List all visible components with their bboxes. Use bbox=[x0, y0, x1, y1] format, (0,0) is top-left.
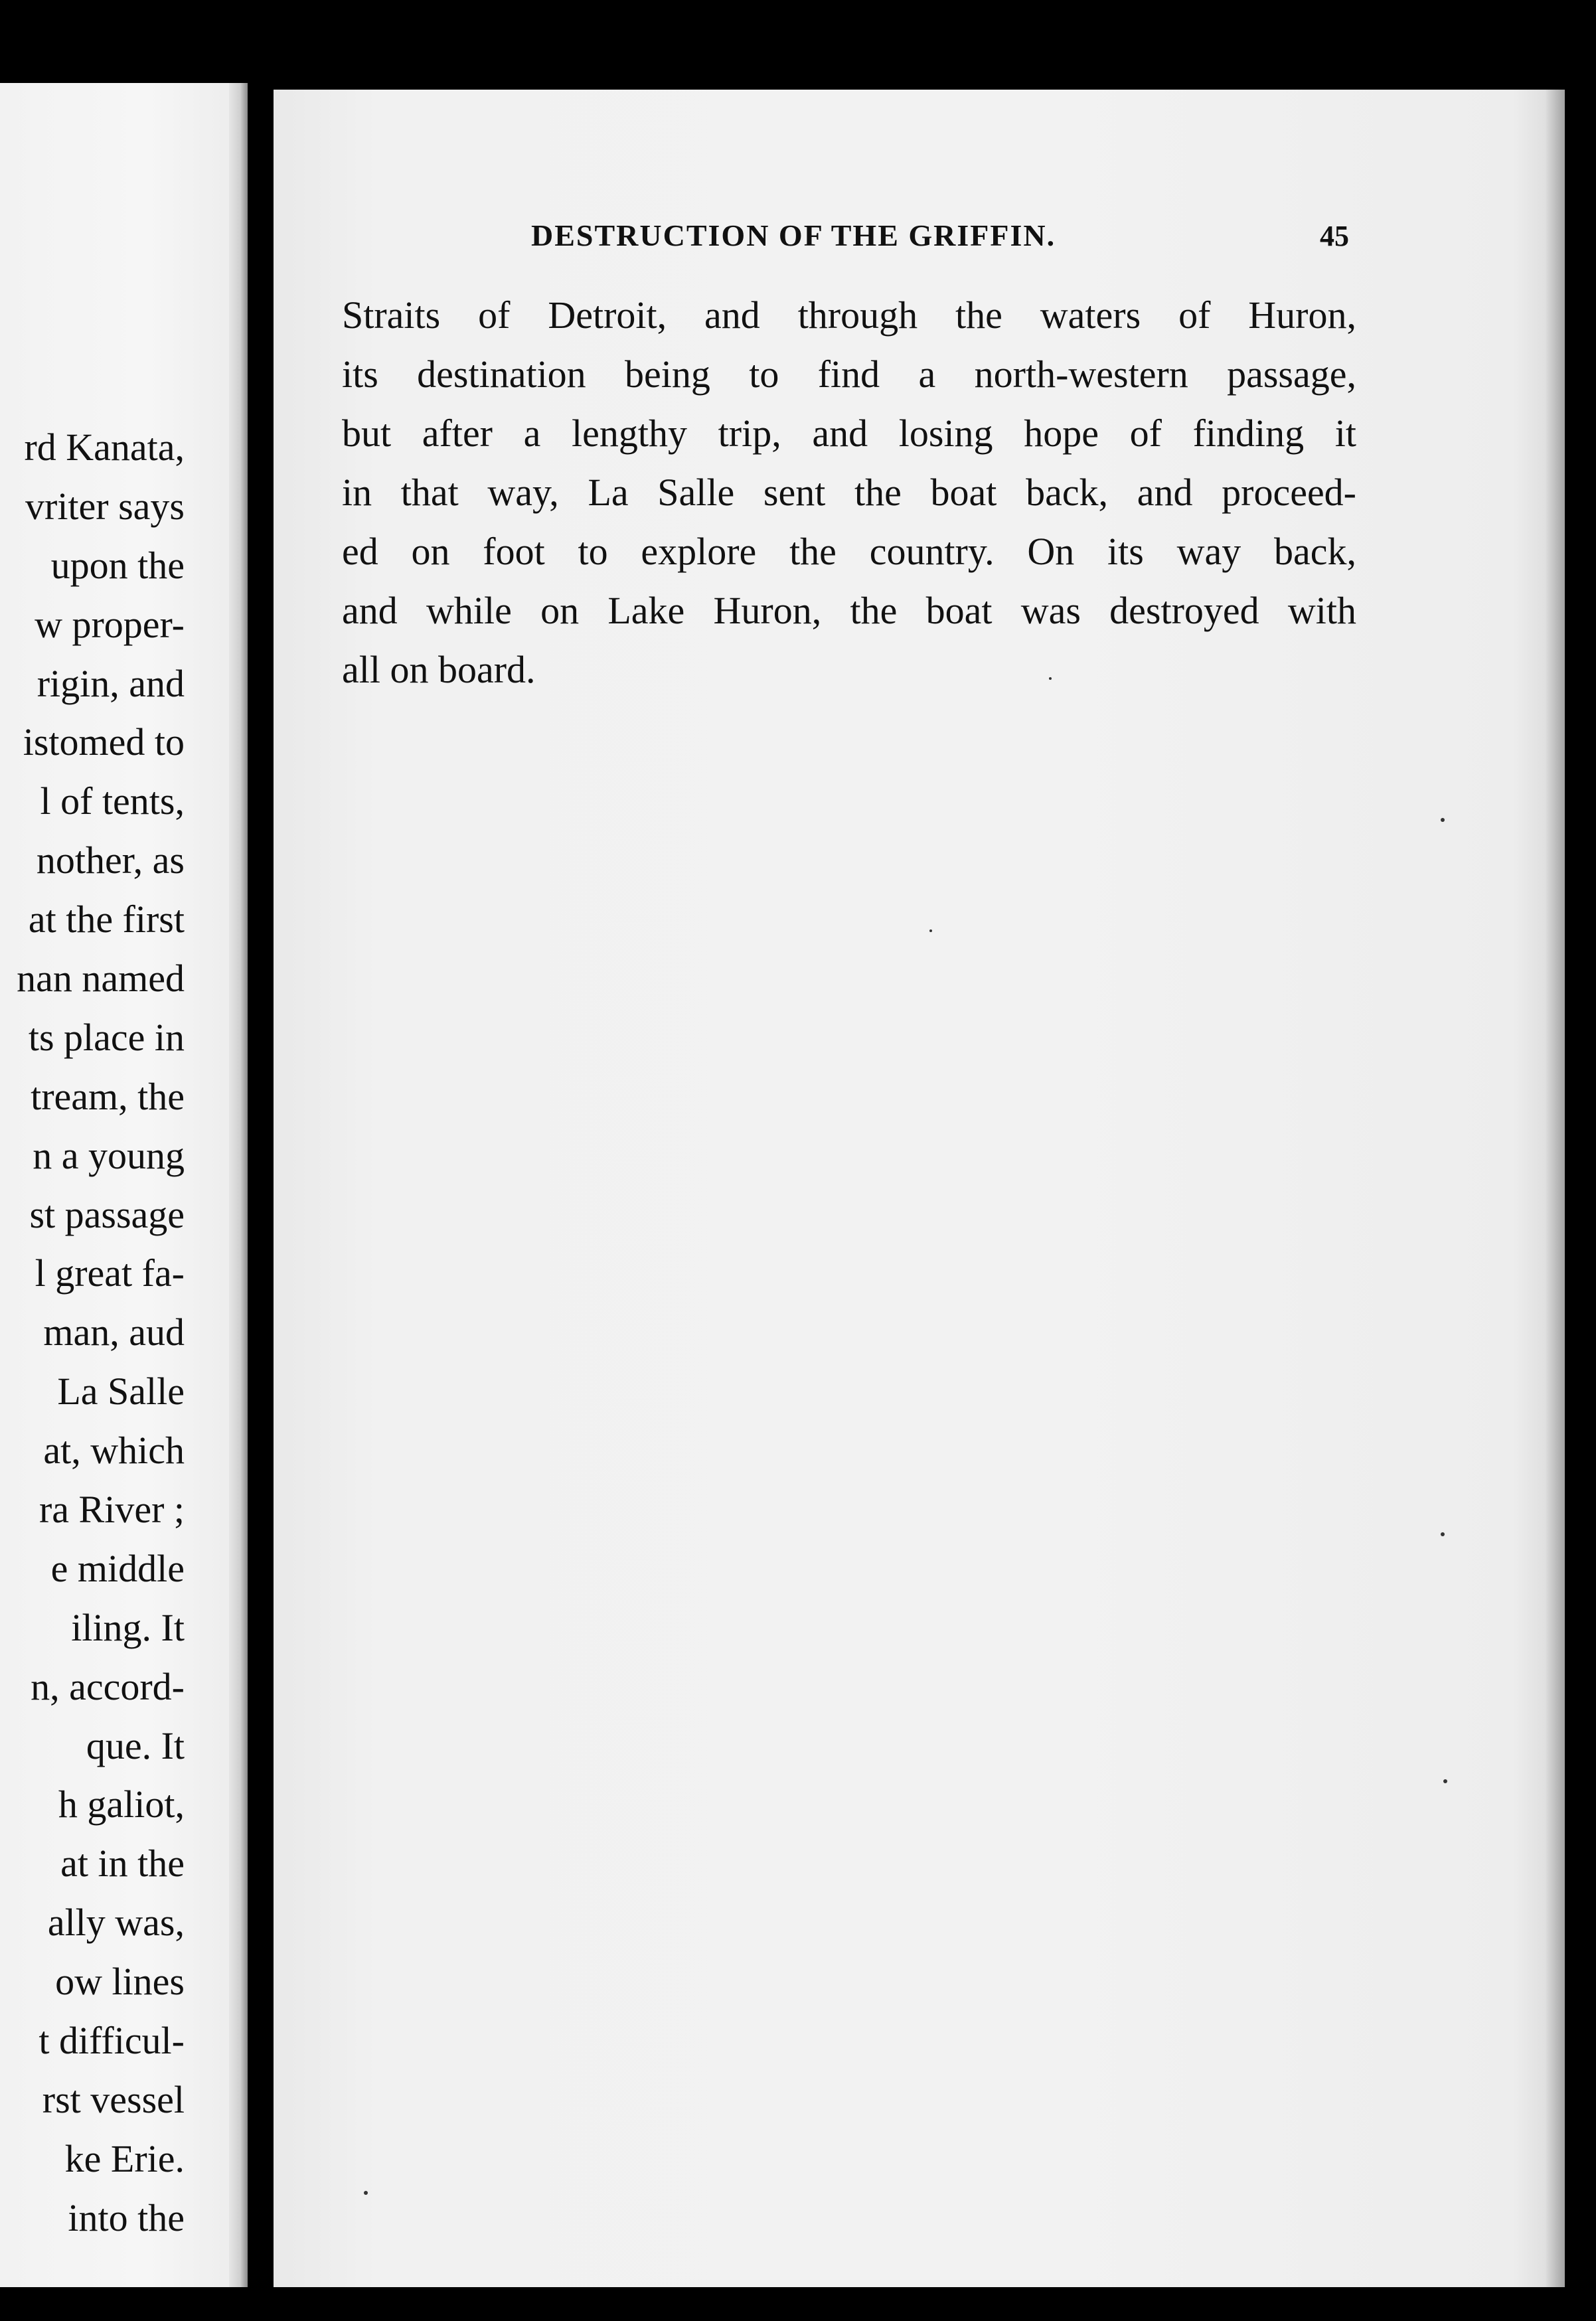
left-text-line: upon the bbox=[50, 543, 185, 587]
left-text-line: into the bbox=[68, 2196, 185, 2239]
left-text-line: ke Erie. bbox=[64, 2136, 185, 2180]
left-text-line: e middle bbox=[50, 1546, 185, 1590]
text-line: but after a lengthy trip, and losing hope of finding it bbox=[342, 412, 1356, 455]
left-text-line: w proper- bbox=[35, 602, 185, 646]
running-head: DESTRUCTION OF THE GRIFFIN. bbox=[531, 218, 1056, 252]
left-text-line: l of tents, bbox=[40, 779, 185, 823]
left-text-line: l great fa- bbox=[35, 1251, 185, 1295]
left-text-line: ow lines bbox=[55, 1960, 185, 2004]
left-text-line: at in the bbox=[60, 1842, 185, 1885]
scan-speck bbox=[1441, 818, 1445, 822]
page-number: 45 bbox=[1320, 220, 1349, 252]
left-text-line: La Salle bbox=[57, 1370, 185, 1413]
left-text-line: at the first bbox=[28, 898, 185, 941]
text-line: its destination being to find a north-western passage, bbox=[342, 353, 1356, 396]
left-text-line: ra River ; bbox=[39, 1488, 185, 1532]
text-line: all on board. bbox=[342, 648, 536, 691]
left-page-text bbox=[17, 418, 185, 2248]
left-text-line: rst vessel bbox=[42, 2077, 185, 2121]
left-text-line: n a young bbox=[33, 1133, 185, 1177]
left-text-line: ally was, bbox=[47, 1901, 185, 1945]
right-page-text bbox=[342, 285, 1356, 699]
left-text-line: st passage bbox=[29, 1192, 185, 1236]
left-text-line: at, which bbox=[43, 1429, 185, 1473]
scan-speck bbox=[1441, 1532, 1445, 1536]
scan-speck bbox=[1443, 1779, 1447, 1783]
left-text-line: nother, as bbox=[36, 839, 185, 882]
left-text-line: h galiot, bbox=[58, 1783, 185, 1826]
left-text-line: iling. It bbox=[71, 1605, 185, 1649]
left-text-line: rigin, and bbox=[37, 661, 185, 705]
text-line: and while on Lake Huron, the boat was destroyed with bbox=[342, 589, 1356, 632]
left-text-line: nan named bbox=[17, 957, 185, 1000]
text-line: Straits of Detroit, and through the waters of Huron, bbox=[342, 293, 1356, 337]
left-page bbox=[0, 83, 246, 2287]
text-line: ed on foot to explore the country. On its way back, bbox=[342, 530, 1356, 573]
left-text-line: istomed to bbox=[23, 720, 185, 764]
scan-speck bbox=[929, 929, 932, 932]
left-text-line: vriter says bbox=[25, 484, 185, 528]
left-text-line: ts place in bbox=[28, 1015, 185, 1059]
scan-speck bbox=[1049, 677, 1052, 680]
left-text-line: man, aud bbox=[43, 1311, 185, 1354]
left-text-line: rd Kanata, bbox=[24, 426, 185, 469]
left-text-line: que. It bbox=[86, 1723, 185, 1767]
text-line: in that way, La Salle sent the boat back, and proceed- bbox=[342, 471, 1356, 514]
left-text-line: n, accord- bbox=[31, 1664, 185, 1708]
left-text-line: tream, the bbox=[31, 1074, 185, 1118]
left-page-edge bbox=[229, 83, 248, 2287]
left-text-line: t difficul- bbox=[39, 2019, 185, 2063]
scan-speck bbox=[364, 2191, 368, 2195]
